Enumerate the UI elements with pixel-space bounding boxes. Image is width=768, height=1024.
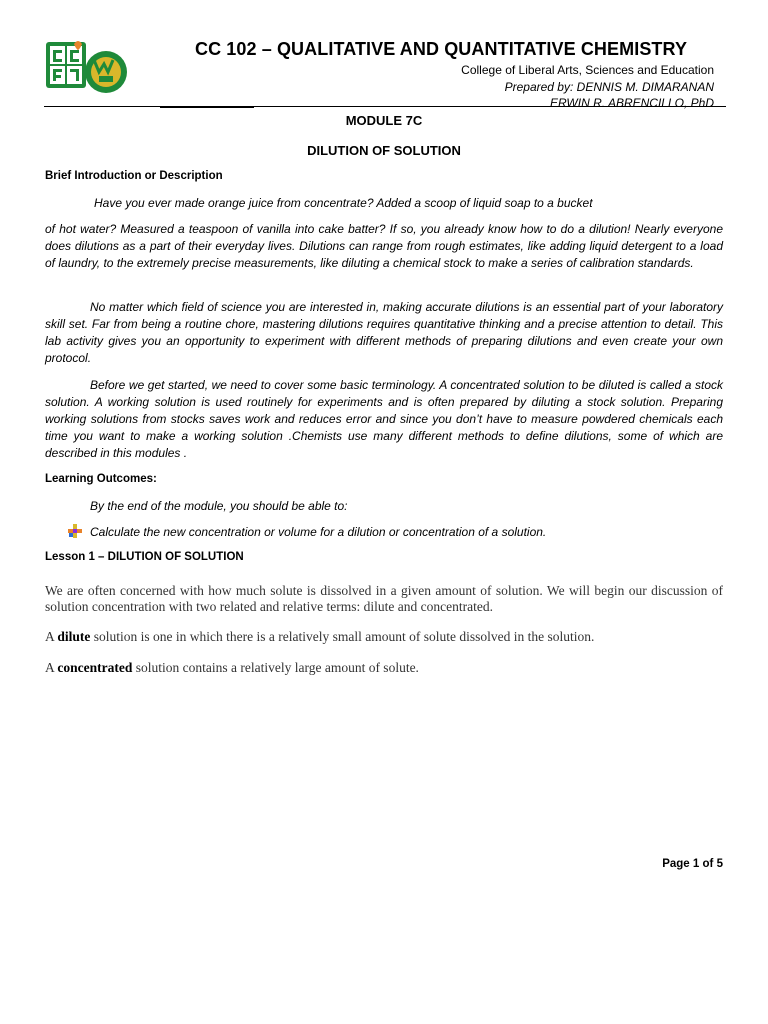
intro-paragraph-1: of hot water? Measured a teaspoon of vanilla into cake batter? If so, you already know how to do a dilution! Nearly everyone does dilutions as a part of their everyday lives. Dilutions can range from rough estimates, like adding liquid detergent to a load of laundry, to the extremely precise measurements, like diluting a chemical stock to make a series of calibration standards. bbox=[45, 222, 723, 270]
concentrated-definition bbox=[45, 660, 723, 676]
dilute-rest: solution is one in which there is a relatively small amount of solute dissolved in the solution. bbox=[93, 629, 595, 644]
dilute-definition bbox=[45, 629, 723, 645]
co-author: ERWIN R. ABRENCILLO, PhD bbox=[549, 96, 714, 110]
course-title: CC 102 – QUALITATIVE AND QUANTITATIVE CHEMISTRY bbox=[195, 39, 688, 59]
concentrated-prefix: A bbox=[45, 660, 55, 675]
module-number: MODULE 7C bbox=[345, 113, 423, 128]
lesson-heading: Lesson 1 – DILUTION OF SOLUTION bbox=[45, 551, 244, 563]
header-divider-accent bbox=[160, 106, 254, 108]
dilute-prefix: A bbox=[45, 629, 55, 644]
intro-paragraph-2: No matter which field of science you are interested in, making accurate dilutions is an essential part of your laboratory skill set. Far from being a routine chore, mastering dilutions requires quantitative thinking and a precise attention to detail. This lab activity gives you an opportunity to experiment with different methods of preparing dilutions and even create your own protocol. bbox=[45, 300, 723, 365]
intro-paragraph-1-first-line: Have you ever made orange juice from concentrate? Added a scoop of liquid soap to a bucket bbox=[94, 196, 593, 210]
concentrated-rest: solution contains a relatively large amount of solute. bbox=[135, 660, 419, 675]
dilute-term: dilute bbox=[57, 629, 91, 644]
bullet-icon bbox=[68, 524, 82, 538]
intro-paragraph-3: Before we get started, we need to cover some basic terminology. A concentrated solution to be diluted is called a stock solution. A working solution is used routinely for experiments and is often prepared by diluting a stock solution. Preparing working solutions from stocks saves work and reduces error and since you don’t have to measure powdered chemicals each time you want to make a working solution .Chemists use many different methods to define dilutions, some of which are described in this modules . bbox=[45, 378, 723, 460]
prepared-by: Prepared by: DENNIS M. DIMARANAN bbox=[504, 80, 714, 94]
college-logo bbox=[44, 38, 134, 96]
page-current: 1 bbox=[692, 858, 700, 870]
outcome-item: Calculate the new concentration or volume for a dilution or concentration of a solution. bbox=[90, 525, 547, 539]
outcomes-lead: By the end of the module, you should be able to: bbox=[90, 499, 348, 513]
page-of: of bbox=[702, 858, 714, 870]
page-number bbox=[662, 858, 723, 870]
intro-heading: Brief Introduction or Description bbox=[45, 170, 223, 182]
page-total: 5 bbox=[716, 858, 723, 870]
college-name: College of Liberal Arts, Sciences and Education bbox=[461, 63, 714, 77]
lesson-paragraph-1: We are often concerned with how much solute is dissolved in a given amount of solution. We will begin our discussion of solution concentration with two related and relative terms: dilute and concentrated. bbox=[45, 583, 723, 614]
outcomes-heading: Learning Outcomes: bbox=[45, 473, 157, 485]
page-label: Page bbox=[662, 858, 690, 870]
module-title: DILUTION OF SOLUTION bbox=[307, 143, 461, 158]
author-underline bbox=[540, 106, 726, 107]
concentrated-term: concentrated bbox=[57, 660, 133, 675]
